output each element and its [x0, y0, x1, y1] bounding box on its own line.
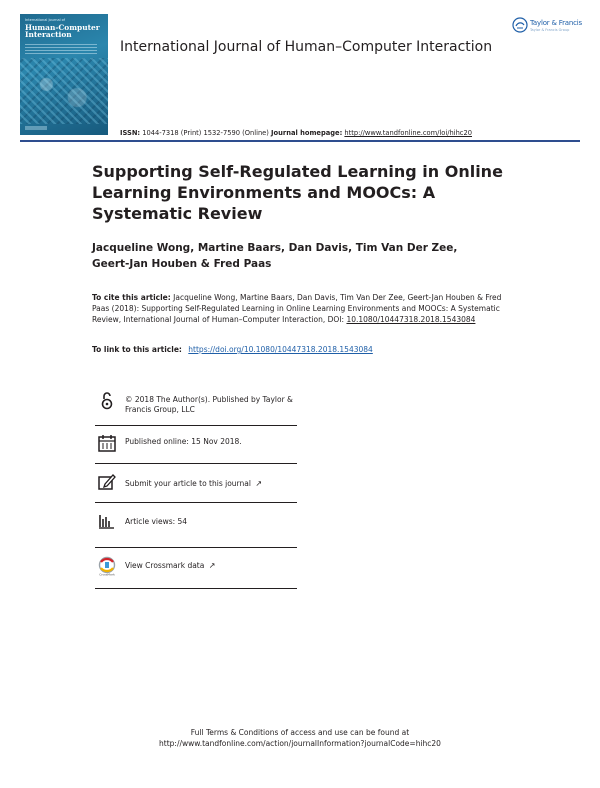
- cover-text-lines: [25, 44, 97, 54]
- cover-title: [25, 24, 100, 39]
- license-text: © 2018 The Author(s). Published by Taylor & Francis Group, LLC: [125, 395, 293, 414]
- open-access-icon: [97, 391, 117, 411]
- article-doi-link[interactable]: https://doi.org/10.1080/10447318.2018.1543084: [188, 345, 373, 354]
- citation-doi-link[interactable]: 10.1080/10447318.2018.1543084: [346, 315, 476, 324]
- footer: [0, 727, 600, 749]
- cover-small-text: International Journal of: [25, 18, 66, 22]
- info-divider: [95, 425, 297, 426]
- cover-title-line1: Human-Computer: [25, 23, 100, 32]
- edit-icon: [97, 472, 117, 492]
- info-divider: [95, 547, 297, 548]
- external-link-icon: ↗: [255, 479, 263, 488]
- submit-article-label-wrap: [125, 479, 262, 489]
- journal-title: International Journal of Human–Computer Interaction: [120, 39, 493, 55]
- cover-artwork: [20, 58, 108, 124]
- footer-journal-info-link[interactable]: http://www.tandfonline.com/action/journalInformation?journalCode=hihc20: [159, 739, 441, 748]
- crossmark-link[interactable]: View Crossmark data: [125, 561, 205, 570]
- external-link-icon: ↗: [208, 561, 216, 570]
- article-link-label: To link to this article:: [92, 345, 182, 354]
- info-divider: [95, 588, 297, 589]
- homepage-label: Journal homepage:: [271, 129, 343, 137]
- cover-publisher-logo: [25, 126, 47, 130]
- article-title: Supporting Self-Regulated Learning in Online Learning Environments and MOOCs: A Systematic Review: [92, 162, 503, 223]
- article-authors: Jacqueline Wong, Martine Baars, Dan Davis, Tim Van Der Zee, Geert-Jan Houben & Fred Paas: [92, 242, 458, 270]
- citation-label: To cite this article:: [92, 293, 171, 302]
- published-date: Published online: 15 Nov 2018.: [125, 437, 242, 446]
- homepage-link[interactable]: http://www.tandfonline.com/loi/hihc20: [344, 129, 472, 137]
- publisher-name: Taylor & Francis: [530, 19, 582, 27]
- crossmark-label-wrap: [125, 561, 215, 571]
- info-divider: [95, 502, 297, 503]
- article-views-count: Article views: 54: [125, 517, 188, 526]
- published-row: [97, 433, 297, 455]
- crossmark-icon: [97, 556, 117, 576]
- crossmark-row[interactable]: [97, 556, 297, 578]
- publisher-logo[interactable]: [510, 15, 584, 37]
- issn-line: [120, 129, 472, 137]
- footer-terms-text: Full Terms & Conditions of access and use can be found at: [190, 728, 410, 737]
- submit-article-link[interactable]: Submit your article to this journal: [125, 479, 251, 488]
- svg-text:CrossMark: CrossMark: [99, 572, 115, 576]
- header-divider: [20, 140, 580, 142]
- citation-text: Jacqueline Wong, Martine Baars, Dan Davis, Tim Van Der Zee, Geert-Jan Houben & Fred Paas (2018): Supporting Self-Regulated Learning in Online Learning Environments and MOOCs: A Systematic Review, International Journal of Human–Computer Interaction, DOI:: [92, 293, 502, 324]
- calendar-icon: [97, 433, 117, 453]
- info-divider: [95, 463, 297, 464]
- issn-label: ISSN:: [120, 129, 141, 137]
- citation-block: [92, 292, 512, 325]
- publisher-subtitle: Taylor & Francis Group: [530, 28, 570, 32]
- article-link-line: [92, 345, 373, 354]
- publisher-logo-icon: [512, 17, 528, 33]
- article-views-row: [97, 511, 297, 533]
- license-row[interactable]: [97, 391, 297, 421]
- cover-title-line2: Interaction: [25, 30, 72, 40]
- bar-chart-icon: [97, 511, 117, 531]
- submit-article-row[interactable]: [97, 472, 297, 494]
- journal-cover-image: [20, 14, 108, 135]
- issn-value: 1044-7318 (Print) 1532-7590 (Online): [142, 129, 269, 137]
